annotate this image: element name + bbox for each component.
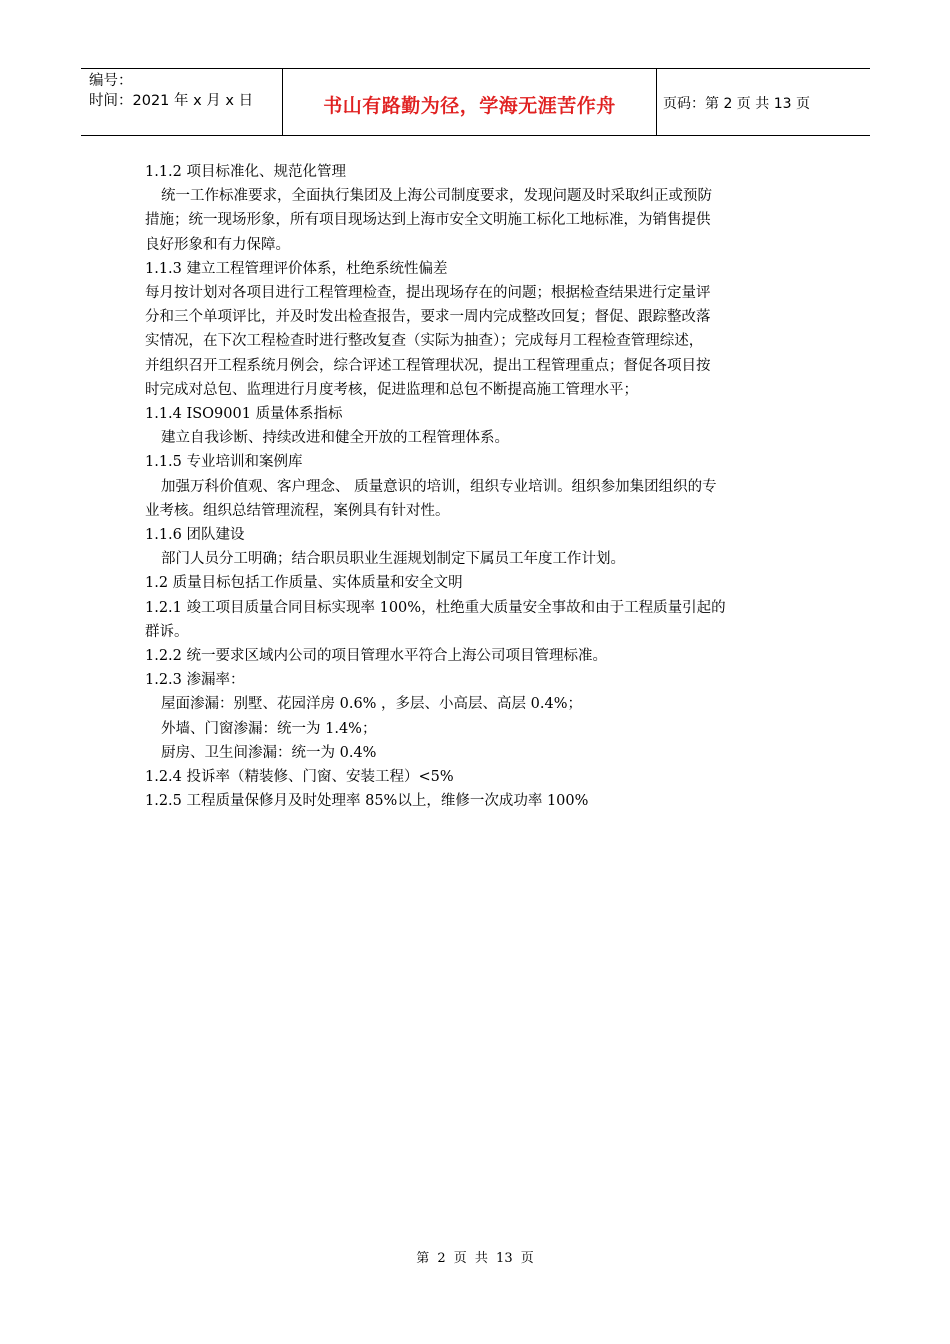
header-page-info: 页码：第 2 页 共 13 页	[663, 96, 810, 112]
body-text-line: 加强万科价值观、客户理念、 质量意识的培训，组织专业培训。组织参加集团组织的专	[161, 478, 717, 495]
body-text-line: 1.2.5 工程质量保修月及时处理率 85%以上，维修一次成功率 100%	[145, 793, 589, 810]
body-text-line: 部门人员分工明确；结合职员职业生涯规划制定下属员工年度工作计划。	[161, 551, 625, 568]
body-text-line: 1.2.2 统一要求区域内公司的项目管理水平符合上海公司项目管理标准。	[145, 648, 608, 665]
body-text-line: 1.2 质量目标包括工作质量、实体质量和安全文明	[145, 575, 463, 592]
body-text-line: 外墙、门窗渗漏：统一为 1.4%；	[161, 720, 377, 737]
footer-page-number: 第 2 页 共 13 页	[416, 1251, 534, 1266]
body-text-line: 实情况，在下次工程检查时进行整改复查（实际为抽查）；完成每月工程检查管理综述，	[145, 333, 704, 350]
body-text-line: 时完成对总包、监理进行月度考核，促进监理和总包不断提高施工管理水平；	[145, 381, 638, 398]
header-motto-cell	[283, 69, 657, 135]
body-text-line: 分和三个单项评比，并及时发出检查报告，要求一周内完成整改回复；督促、跟踪整改落	[145, 309, 711, 326]
body-text-line: 1.1.6 团队建设	[145, 527, 245, 544]
page-header	[81, 68, 870, 136]
body-text-line: 业考核。组织总结管理流程，案例具有针对性。	[145, 502, 450, 519]
header-motto: 书山有路勤为径，学海无涯苦作舟	[323, 94, 616, 117]
body-text-line: 1.1.4 ISO9001 质量体系指标	[145, 406, 343, 423]
document-number-label: 编号：	[89, 73, 133, 89]
header-meta-cell	[81, 69, 283, 135]
document-time-label: 时间：2021 年 x 月 x 日	[89, 93, 254, 109]
document-body	[145, 160, 813, 813]
header-page-cell	[657, 69, 870, 135]
body-text-line: 并组织召开工程系统月例会，综合评述工程管理状况，提出工程管理重点；督促各项目按	[145, 357, 711, 374]
body-text-line: 厨房、卫生间渗漏：统一为 0.4%	[161, 744, 377, 761]
body-text-line: 群诉。	[145, 623, 189, 640]
body-text-line: 良好形象和有力保障。	[145, 236, 290, 253]
body-text-line: 1.1.3 建立工程管理评价体系，杜绝系统性偏差	[145, 260, 448, 277]
page-footer	[0, 1247, 950, 1266]
body-text-line: 统一工作标准要求，全面执行集团及上海公司制度要求，发现问题及时采取纠正或预防	[161, 188, 712, 205]
body-text-line: 措施；统一现场形象，所有项目现场达到上海市安全文明施工标化工地标准，为销售提供	[145, 212, 711, 229]
body-text-line: 1.2.1 竣工项目质量合同目标实现率 100%，杜绝重大质量安全事故和由于工程质量引起的	[145, 599, 726, 616]
body-text-line: 1.1.5 专业培训和案例库	[145, 454, 303, 471]
body-text-line: 建立自我诊断、持续改进和健全开放的工程管理体系。	[161, 430, 509, 447]
body-text-line: 每月按计划对各项目进行工程管理检查，提出现场存在的问题；根据检查结果进行定量评	[145, 285, 711, 302]
body-text-line: 1.2.4 投诉率（精装修、门窗、安装工程）<5%	[145, 769, 454, 786]
body-text-line: 屋面渗漏：别墅、花园洋房 0.6% ，多层、小高层、高层 0.4%；	[161, 696, 583, 713]
body-text-line: 1.1.2 项目标准化、规范化管理	[145, 164, 347, 180]
body-text-line: 1.2.3 渗漏率：	[145, 672, 245, 689]
